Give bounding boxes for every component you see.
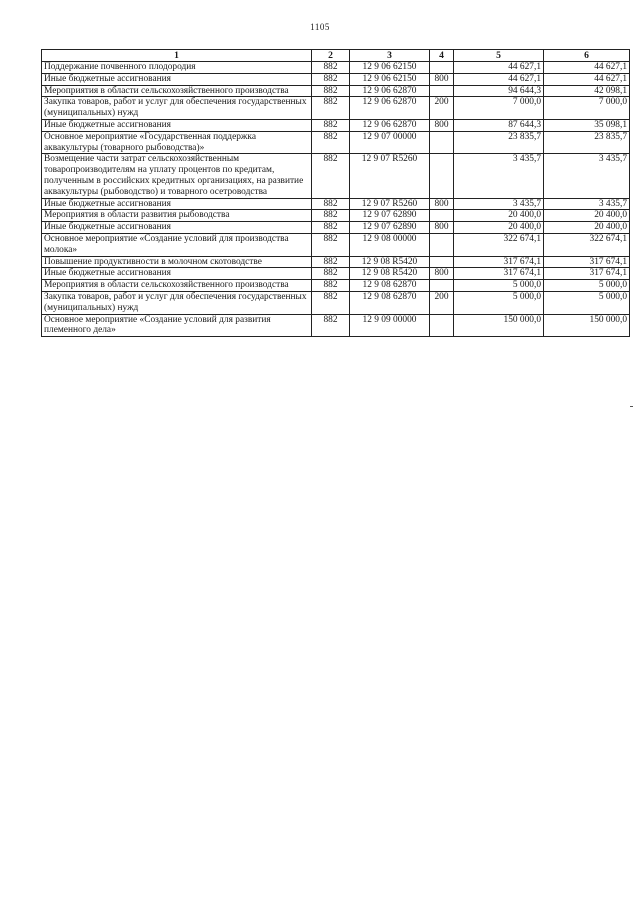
row-vr-cell: 800 [430, 268, 454, 280]
header-row [42, 50, 630, 62]
row-name-cell: Возмещение части затрат сельскохозяйственным товаропроизводителям на уплату процентов по кредитам, полученным в российских кредитных организациях, на развитие аквакультуры (рыбоводство) и товарного осетроводства [42, 154, 312, 198]
table-row [42, 119, 630, 131]
row-sum1-cell: 317 674,1 [454, 268, 544, 280]
table-row [42, 97, 630, 120]
row-csr-cell: 12 9 07 00000 [350, 131, 430, 154]
row-name-cell: Иные бюджетные ассигнования [42, 73, 312, 85]
row-name-cell: Основное мероприятие «Создание условий для развития племенного дела» [42, 314, 312, 337]
row-sum1-cell: 5 000,0 [454, 280, 544, 292]
row-code-cell: 882 [312, 119, 350, 131]
row-sum2-cell: 20 400,0 [544, 210, 630, 222]
row-sum2-cell: 5 000,0 [544, 280, 630, 292]
scan-mark [630, 406, 633, 407]
row-sum1-cell: 94 644,3 [454, 85, 544, 97]
row-name-cell: Основное мероприятие «Государственная поддержка аквакультуры (товарного рыбоводства)» [42, 131, 312, 154]
row-sum2-cell: 44 627,1 [544, 73, 630, 85]
row-code-cell: 882 [312, 210, 350, 222]
row-vr-cell: 200 [430, 291, 454, 314]
row-sum2-cell: 3 435,7 [544, 154, 630, 198]
row-sum1-cell: 317 674,1 [454, 256, 544, 268]
column-header-2: 2 [312, 50, 350, 62]
row-name-cell: Основное мероприятие «Создание условий для производства молока» [42, 233, 312, 256]
row-csr-cell: 12 9 06 62150 [350, 62, 430, 74]
row-code-cell: 882 [312, 291, 350, 314]
row-code-cell: 882 [312, 198, 350, 210]
row-name-cell: Мероприятия в области сельскохозяйственного производства [42, 85, 312, 97]
row-sum2-cell: 150 000,0 [544, 314, 630, 337]
row-sum1-cell: 20 400,0 [454, 210, 544, 222]
row-vr-cell [430, 62, 454, 74]
budget-table [41, 49, 630, 337]
table-body [42, 62, 630, 337]
row-code-cell: 882 [312, 314, 350, 337]
column-header-1: 1 [42, 50, 312, 62]
row-code-cell: 882 [312, 73, 350, 85]
row-sum2-cell: 20 400,0 [544, 222, 630, 234]
table-row [42, 233, 630, 256]
row-code-cell: 882 [312, 62, 350, 74]
row-vr-cell [430, 210, 454, 222]
row-csr-cell: 12 9 06 62870 [350, 85, 430, 97]
table-row [42, 291, 630, 314]
row-sum2-cell: 35 098,1 [544, 119, 630, 131]
row-sum2-cell: 317 674,1 [544, 268, 630, 280]
row-name-cell: Закупка товаров, работ и услуг для обеспечения государственных (муниципальных) нужд [42, 97, 312, 120]
row-csr-cell: 12 9 08 R5420 [350, 268, 430, 280]
table-row [42, 314, 630, 337]
row-sum1-cell: 3 435,7 [454, 198, 544, 210]
row-sum1-cell: 150 000,0 [454, 314, 544, 337]
row-vr-cell [430, 131, 454, 154]
table-row [42, 198, 630, 210]
row-vr-cell [430, 85, 454, 97]
row-sum1-cell: 44 627,1 [454, 73, 544, 85]
row-name-cell: Иные бюджетные ассигнования [42, 198, 312, 210]
table-row [42, 73, 630, 85]
row-sum2-cell: 5 000,0 [544, 291, 630, 314]
row-name-cell: Повышение продуктивности в молочном скотоводстве [42, 256, 312, 268]
row-csr-cell: 12 9 06 62870 [350, 97, 430, 120]
row-sum1-cell: 44 627,1 [454, 62, 544, 74]
table-row [42, 210, 630, 222]
table-row [42, 256, 630, 268]
row-name-cell: Закупка товаров, работ и услуг для обеспечения государственных (муниципальных) нужд [42, 291, 312, 314]
row-vr-cell [430, 314, 454, 337]
table-row [42, 154, 630, 198]
column-header-6: 6 [544, 50, 630, 62]
row-code-cell: 882 [312, 97, 350, 120]
row-sum2-cell: 44 627,1 [544, 62, 630, 74]
row-name-cell: Поддержание почвенного плодородия [42, 62, 312, 74]
row-csr-cell: 12 9 07 62890 [350, 222, 430, 234]
table-row [42, 62, 630, 74]
row-sum2-cell: 322 674,1 [544, 233, 630, 256]
row-csr-cell: 12 9 06 62870 [350, 119, 430, 131]
page-number: 1105 [310, 22, 330, 32]
row-csr-cell: 12 9 08 62870 [350, 280, 430, 292]
row-vr-cell: 200 [430, 97, 454, 120]
row-name-cell: Мероприятия в области развития рыбоводства [42, 210, 312, 222]
row-name-cell: Иные бюджетные ассигнования [42, 268, 312, 280]
row-code-cell: 882 [312, 85, 350, 97]
row-sum1-cell: 3 435,7 [454, 154, 544, 198]
row-code-cell: 882 [312, 256, 350, 268]
row-sum2-cell: 42 098,1 [544, 85, 630, 97]
row-sum1-cell: 20 400,0 [454, 222, 544, 234]
row-sum1-cell: 23 835,7 [454, 131, 544, 154]
column-header-5: 5 [454, 50, 544, 62]
row-csr-cell: 12 9 06 62150 [350, 73, 430, 85]
row-csr-cell: 12 9 07 R5260 [350, 154, 430, 198]
row-vr-cell [430, 280, 454, 292]
row-sum1-cell: 5 000,0 [454, 291, 544, 314]
row-vr-cell: 800 [430, 222, 454, 234]
row-csr-cell: 12 9 08 R5420 [350, 256, 430, 268]
row-vr-cell [430, 154, 454, 198]
row-code-cell: 882 [312, 222, 350, 234]
row-vr-cell: 800 [430, 198, 454, 210]
row-sum1-cell: 322 674,1 [454, 233, 544, 256]
table-row [42, 222, 630, 234]
row-sum2-cell: 3 435,7 [544, 198, 630, 210]
row-code-cell: 882 [312, 131, 350, 154]
table-header [42, 50, 630, 62]
row-name-cell: Иные бюджетные ассигнования [42, 119, 312, 131]
row-name-cell: Мероприятия в области сельскохозяйственного производства [42, 280, 312, 292]
table-row [42, 131, 630, 154]
row-sum1-cell: 7 000,0 [454, 97, 544, 120]
row-csr-cell: 12 9 09 00000 [350, 314, 430, 337]
row-code-cell: 882 [312, 233, 350, 256]
row-vr-cell [430, 233, 454, 256]
row-csr-cell: 12 9 08 62870 [350, 291, 430, 314]
column-header-4: 4 [430, 50, 454, 62]
row-sum2-cell: 23 835,7 [544, 131, 630, 154]
row-code-cell: 882 [312, 268, 350, 280]
row-sum2-cell: 7 000,0 [544, 97, 630, 120]
row-name-cell: Иные бюджетные ассигнования [42, 222, 312, 234]
row-vr-cell: 800 [430, 73, 454, 85]
row-vr-cell [430, 256, 454, 268]
row-code-cell: 882 [312, 280, 350, 292]
row-csr-cell: 12 9 07 62890 [350, 210, 430, 222]
column-header-3: 3 [350, 50, 430, 62]
table-row [42, 280, 630, 292]
table-row [42, 85, 630, 97]
row-csr-cell: 12 9 08 00000 [350, 233, 430, 256]
table-row [42, 268, 630, 280]
row-sum1-cell: 87 644,3 [454, 119, 544, 131]
row-csr-cell: 12 9 07 R5260 [350, 198, 430, 210]
row-code-cell: 882 [312, 154, 350, 198]
row-sum2-cell: 317 674,1 [544, 256, 630, 268]
row-vr-cell: 800 [430, 119, 454, 131]
